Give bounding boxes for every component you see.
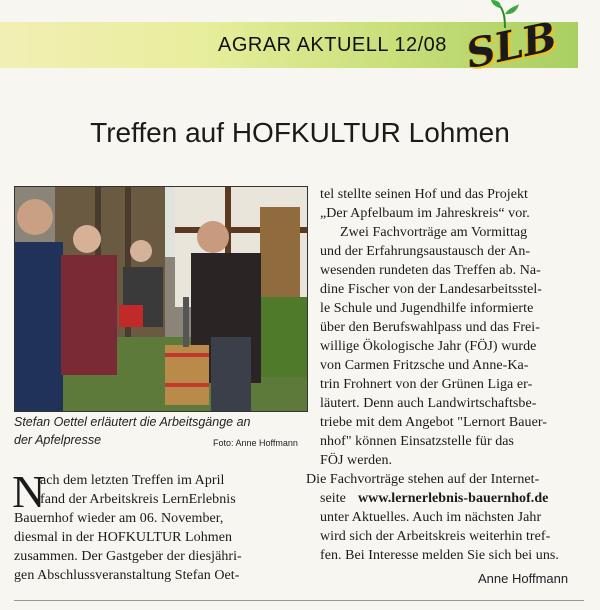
article-headline: Treffen auf HOFKULTUR Lohmen: [90, 117, 510, 148]
right-column-line: triebe mit dem Angebot "Lernort Bauer-: [320, 415, 547, 430]
right-column-line: Zwei Fachvorträge am Vormittag: [340, 225, 528, 240]
right-column-line: nhof" können Einsatzstelle für das: [320, 434, 515, 449]
right-column-line: wird sich der Arbeitskreis weiterhin tref-: [320, 529, 551, 544]
apple-press-photo: [15, 187, 307, 411]
right-column-line: le Schule und Jugendhilfe informierte: [320, 301, 534, 316]
caption-line: Stefan Oettel erläutert die Arbeitsgänge an: [14, 415, 251, 429]
photo-credit: Foto: Anne Hoffmann: [213, 438, 298, 448]
right-column-line: unter Aktuelles. Auch im nächsten Jahr: [320, 510, 542, 525]
left-column-line: zusammen. Der Gastgeber der diesjähri-: [14, 549, 242, 564]
divider: [14, 600, 584, 601]
left-column-line: fand der Arbeitskreis LernErlebnis: [40, 492, 236, 507]
drop-cap: N: [12, 466, 46, 517]
website-link[interactable]: www.lernerlebnis-bauernhof.de: [358, 491, 549, 506]
right-column-line: über den Berufswahlpass und das Frei-: [320, 320, 540, 335]
right-column-line: von Carmen Fritzsche und Anne-Ka-: [320, 358, 529, 373]
right-column-line: „Der Apfelbaum im Jahreskreis“ vor.: [320, 206, 530, 221]
right-column-line: läutert. Denn auch Landwirtschaftsbe-: [320, 396, 537, 411]
right-column-line: tel stellte seinen Hof und das Projekt: [320, 187, 528, 202]
author-signature: Anne Hoffmann: [478, 571, 569, 586]
left-column-line: Bauernhof wieder am 06. November,: [14, 511, 224, 526]
right-column-line: dine Fischer von der Landesarbeitsstel-: [320, 282, 542, 297]
article-photo: [14, 186, 308, 412]
right-column-line: FÖJ werden.: [320, 453, 393, 468]
right-column-line: fen. Bei Interesse melden Sie sich bei uns.: [320, 548, 559, 563]
caption-line: der Apfelpresse: [14, 433, 102, 447]
left-column-line: ach dem letzten Treffen im April: [40, 473, 225, 488]
left-column-line: gen Abschlussveranstaltung Stefan Oet-: [14, 568, 240, 583]
right-column-line: wesenden rundeten das Treffen ab. Na-: [320, 263, 541, 278]
logo-text: SLB: [462, 13, 561, 78]
right-column-line: trin Frohnert von der Grünen Liga er-: [320, 377, 533, 392]
right-column-line: und der Erfahrungsaustausch der An-: [320, 244, 531, 259]
right-column-line: Die Fachvorträge stehen auf der Internet-: [306, 472, 540, 487]
right-column-line: willige Ökologische Jahr (FÖJ) wurde: [320, 339, 537, 354]
left-column-line: diesmal in der HOFKULTUR Lohmen: [14, 530, 233, 545]
right-column-line: seite: [320, 491, 346, 506]
issue-title: AGRAR AKTUELL 12/08: [218, 34, 447, 56]
slb-logo: [462, 0, 561, 92]
